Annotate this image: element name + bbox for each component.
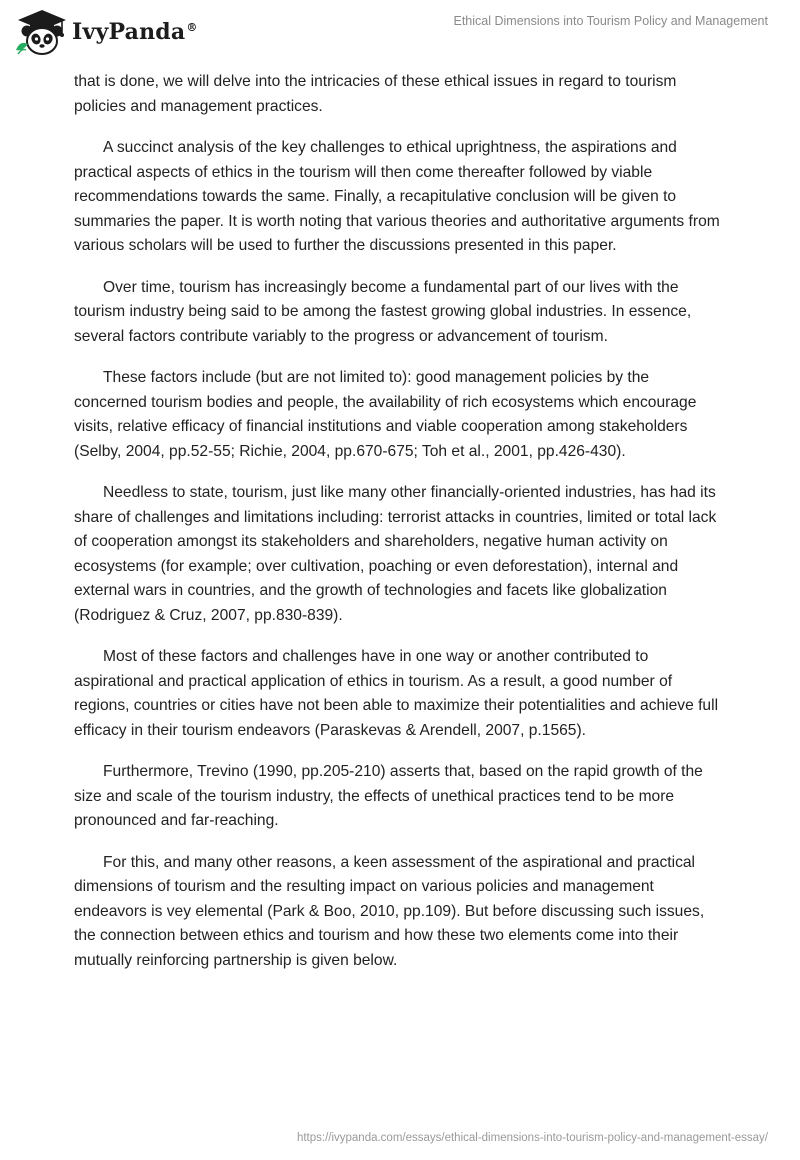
page-header [0,0,800,60]
paragraph: that is done, we will delve into the intricacies of these ethical issues in regard to tourism policies and management practices. [74,73,677,115]
panda-graduate-icon [12,8,68,56]
paragraph: Most of these factors and challenges have in one way or another contributed to aspirational and practical application of ethics in tourism. As a result, a good number of regions, countries or cities have not been able to maximize their potentialities and achieve full efficacy in their tourism endeavors (Paraskevas & Arendell, 2007, p.1565). [74,648,719,739]
paragraph: Needless to state, tourism, just like many other financially-oriented industries, has had its share of challenges and limitations including: terrorist attacks in countries, limited or total lack of cooperation amongst its stakeholders and shareholders, negative human activity on ecosystems (for example; over cultivation, poaching or even deforestation), internal and external wars in countries, and the growth of technologies and facets like globalization (Rodriguez & Cruz, 2007, pp.830-839). [74,484,717,624]
brand-name: IvyPanda® [72,19,198,45]
paragraph: Furthermore, Trevino (1990, pp.205-210) asserts that, based on the rapid growth of the size and scale of the tourism industry, the effects of unethical practices tend to be more pronounced and far-reaching. [74,763,703,829]
paragraph: Over time, tourism has increasingly become a fundamental part of our lives with the tourism industry being said to be among the fastest growing global industries. In essence, several factors contribute variably to the progress or advancement of tourism. [74,278,692,345]
document-title: Ethical Dimensions into Tourism Policy and Management [453,14,768,28]
brand-logo[interactable] [12,8,198,56]
essay-body [74,70,726,990]
registered-mark: ® [186,20,198,34]
source-url[interactable]: https://ivypanda.com/essays/ethical-dimensions-into-tourism-policy-and-management-essay/ [296,1132,768,1144]
paragraph: These factors include (but are not limited to): good management policies by the concerned tourism bodies and people, the availability of rich ecosystems which encourage visits, relative efficacy of financial institutions and viable cooperation among stakeholders (Selby, 2004, pp.52-55; Richie, 2004, pp.670-675; Toh et al., 2001, pp.426-430). [74,369,697,460]
paragraph: A succinct analysis of the key challenges to ethical uprightness, the aspirations and practical aspects of ethics in the tourism will then come thereafter followed by viable recommendations towards the same. Finally, a recapitulative conclusion will be given to summaries the paper. It is worth noting that various theories and authoritative arguments from various scholars will be used to further the discussions presented in this paper. [74,139,720,254]
paragraph: For this, and many other reasons, a keen assessment of the aspirational and practical dimensions of tourism and the resulting impact on various policies and management endeavors is vey elemental (Park & Boo, 2010, pp.109). But before discussing such issues, the connection between ethics and tourism and how these two elements come into their mutually reinforcing partnership is given below. [74,853,705,969]
